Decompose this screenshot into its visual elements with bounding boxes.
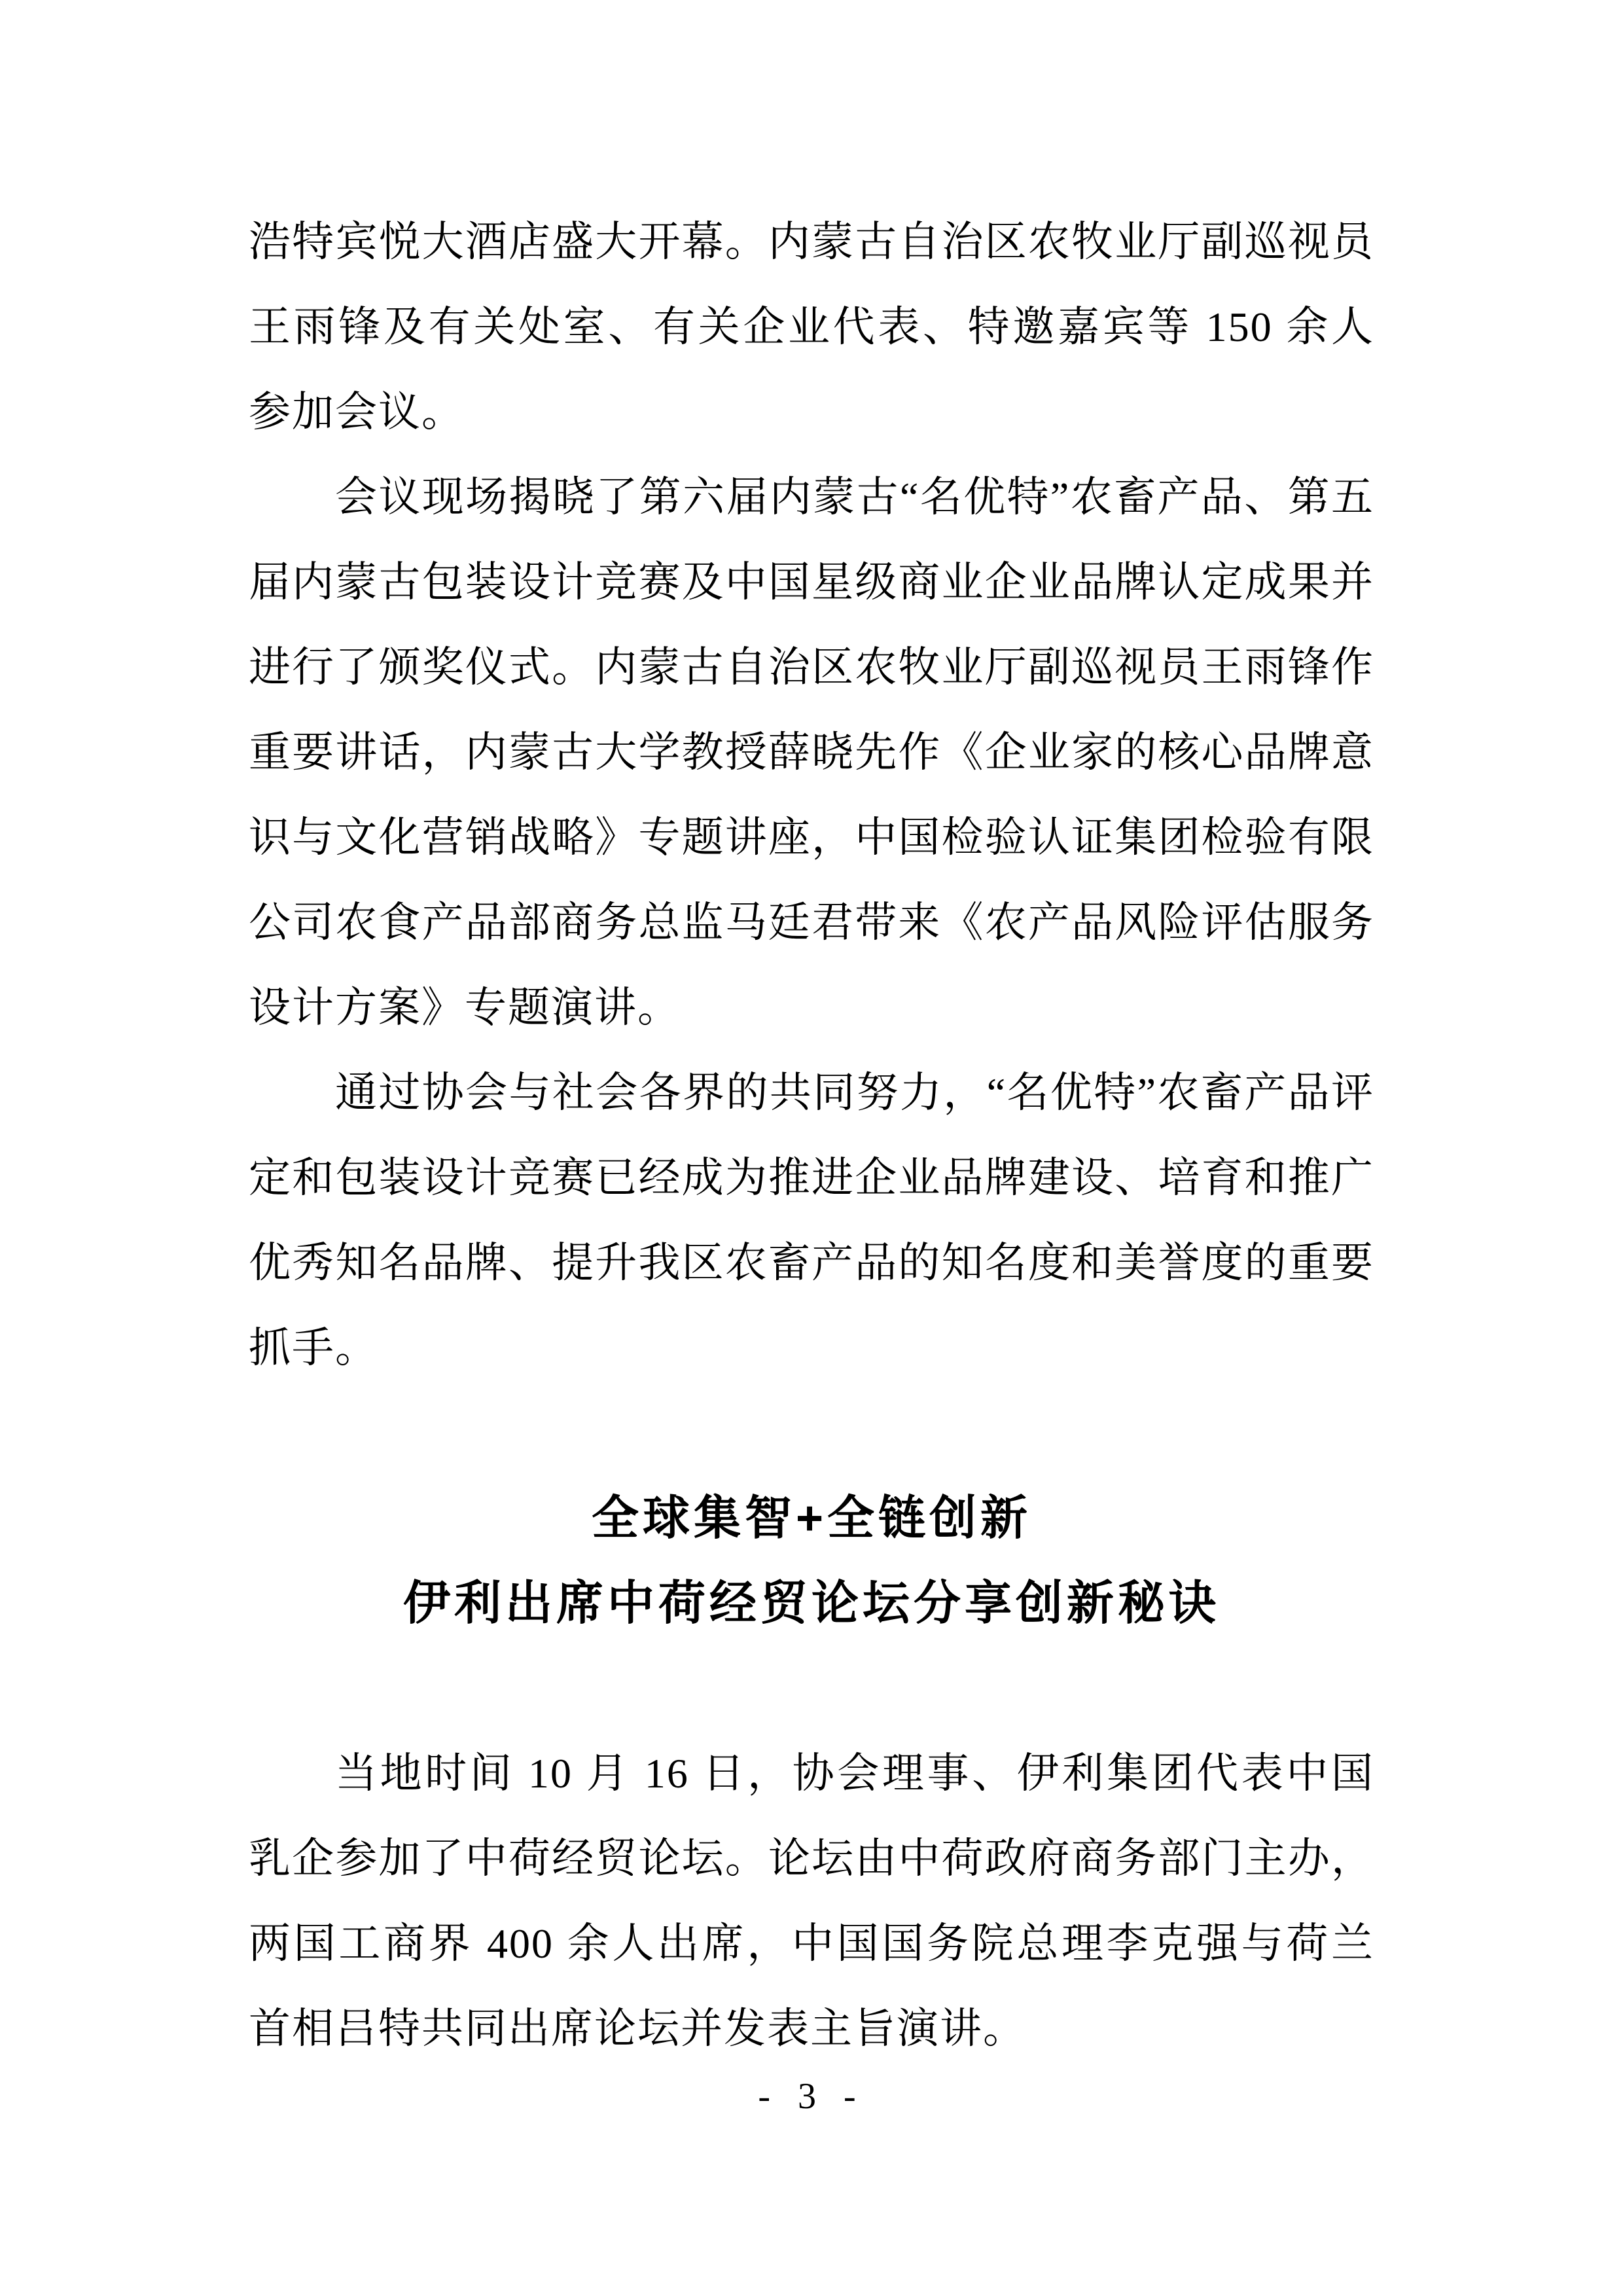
page-number: - 3 - — [758, 2076, 865, 2117]
document-body — [249, 200, 1374, 2072]
paragraph-meeting-attendance: 浩特宾悦大酒店盛大开幕。内蒙古自治区农牧业厅副巡视员王雨锋及有关处室、有关企业代表、特邀嘉宾等 150 余人参加会议。 — [249, 219, 1374, 435]
paragraph-brand-building-summary: 通过协会与社会各界的共同努力，“名优特”农畜产品评定和包装设计竞赛已经成为推进企业品牌建设、培育和推广优秀知名品牌、提升我区农畜产品的知名度和美誉度的重要抓手。 — [249, 1069, 1374, 1371]
paragraph-award-ceremony: 会议现场揭晓了第六届内蒙古“名优特”农畜产品、第五届内蒙古包装设计竞赛及中国星级商业企业品牌认定成果并进行了颁奖仪式。内蒙古自治区农牧业厅副巡视员王雨锋作重要讲话，内蒙古大学教授薛晓先作《企业家的核心品牌意识与文化营销战略》专题讲座，中国检验认证集团检验有限公司农食产品部商务总监马廷君带来《农产品风险评估服务设计方案》专题演讲。 — [249, 474, 1374, 1031]
paragraph-yili-forum-attendance: 当地时间 10 月 16 日，协会理事、伊利集团代表中国乳企参加了中荷经贸论坛。论坛由中荷政府商务部门主办，两国工商界 400 余人出席，中国国务院总理李克强与荷兰首相吕特共同出席论坛并发表主旨演讲。 — [249, 1750, 1374, 2052]
section-heading-line-2: 伊利出席中荷经贸论坛分享创新秘诀 — [402, 1577, 1220, 1630]
section-heading-line-1: 全球集智+全链创新 — [591, 1492, 1032, 1545]
